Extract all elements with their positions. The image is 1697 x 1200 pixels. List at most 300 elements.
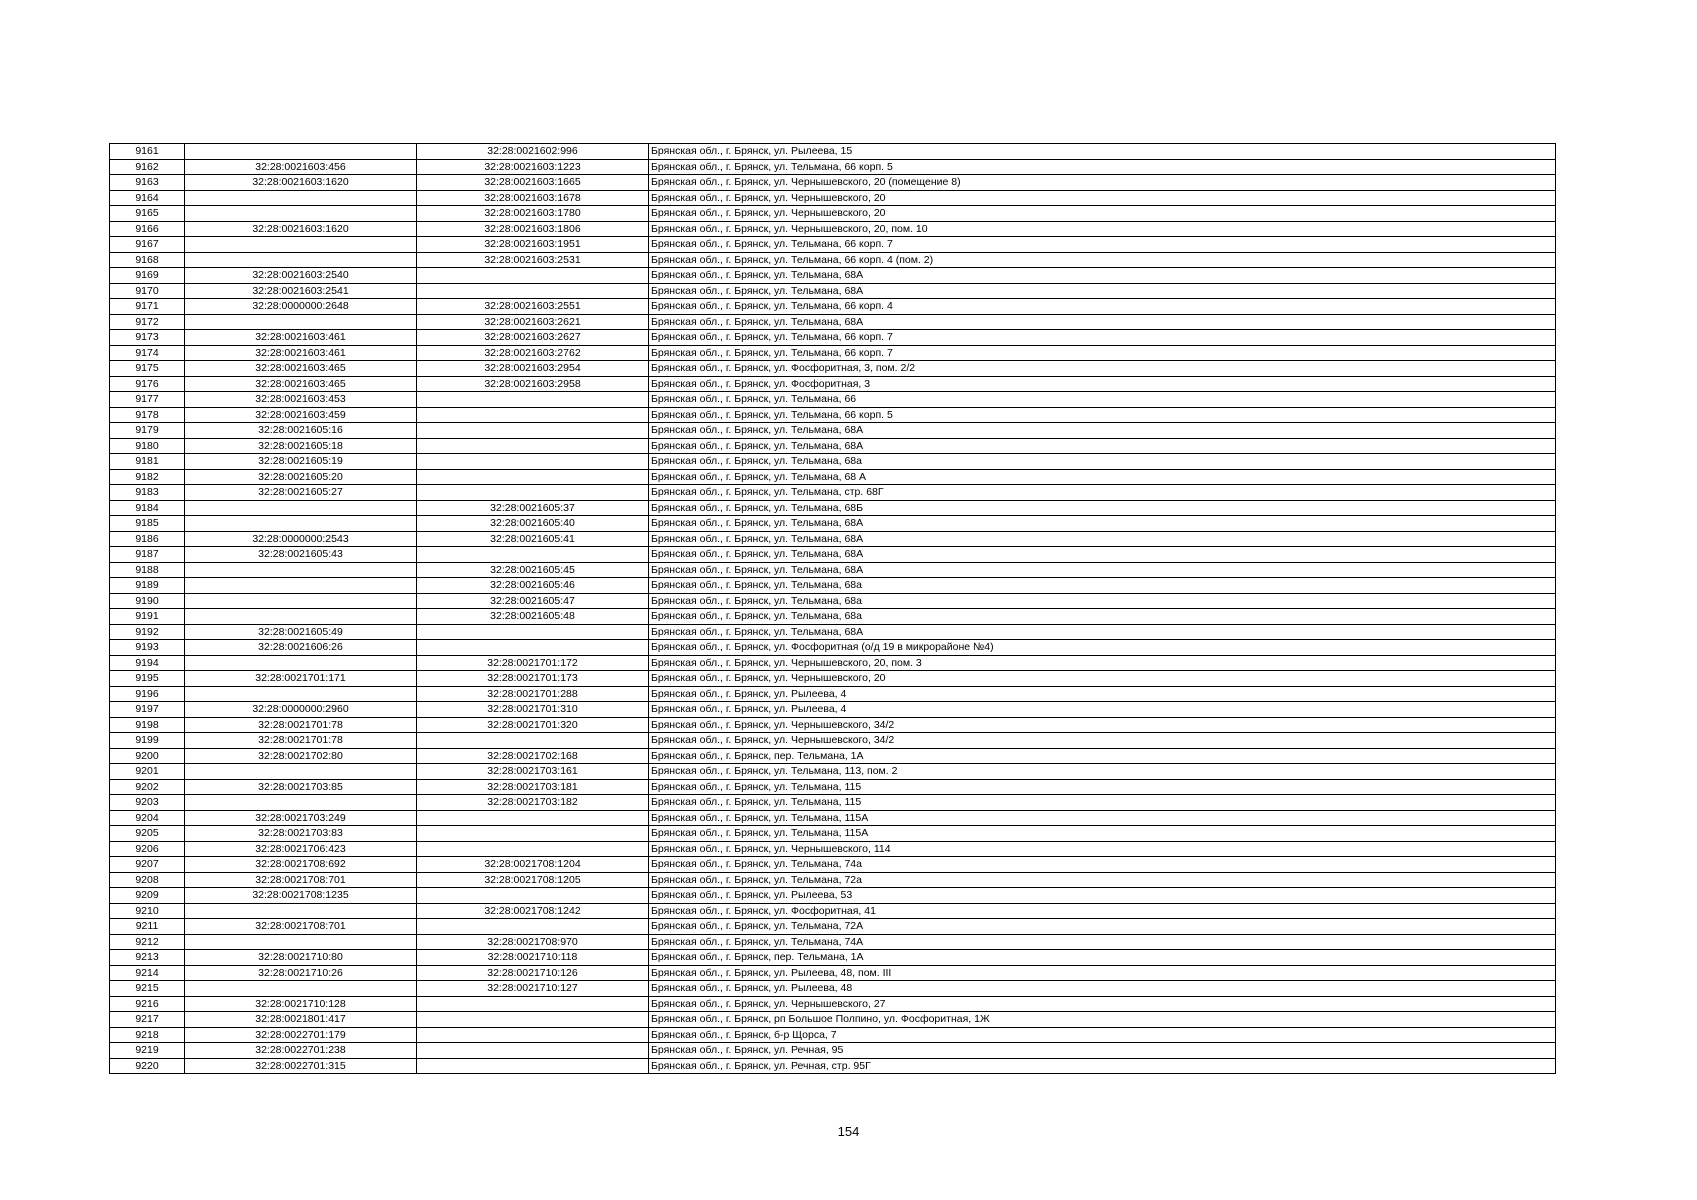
cadastral-number-cell: 32:28:0021801:417 xyxy=(185,1012,417,1028)
row-number-cell: 9181 xyxy=(110,454,185,470)
row-number-cell: 9195 xyxy=(110,671,185,687)
table-row xyxy=(110,748,1556,764)
object-cadastral-number-cell xyxy=(417,1058,649,1074)
registry-table xyxy=(109,143,1556,1074)
table-row xyxy=(110,438,1556,454)
address-cell: Брянская обл., г. Брянск, ул. Чернышевского, 20, пом. 10 xyxy=(649,221,1556,237)
address-cell: Брянская обл., г. Брянск, ул. Чернышевского, 114 xyxy=(649,841,1556,857)
table-row xyxy=(110,485,1556,501)
object-cadastral-number-cell: 32:28:0021710:127 xyxy=(417,981,649,997)
cadastral-number-cell: 32:28:0021603:461 xyxy=(185,330,417,346)
row-number-cell: 9163 xyxy=(110,175,185,191)
row-number-cell: 9175 xyxy=(110,361,185,377)
cadastral-number-cell: 32:28:0021603:2540 xyxy=(185,268,417,284)
address-cell: Брянская обл., г. Брянск, ул. Тельмана, 68А xyxy=(649,624,1556,640)
address-cell: Брянская обл., г. Брянск, ул. Тельмана, 68а xyxy=(649,593,1556,609)
object-cadastral-number-cell xyxy=(417,469,649,485)
cadastral-number-cell: 32:28:0021708:1235 xyxy=(185,888,417,904)
cadastral-number-cell: 32:28:0021701:78 xyxy=(185,717,417,733)
table-row xyxy=(110,221,1556,237)
cadastral-number-cell: 32:28:0021703:85 xyxy=(185,779,417,795)
address-cell: Брянская обл., г. Брянск, ул. Тельмана, стр. 68Г xyxy=(649,485,1556,501)
table-row xyxy=(110,206,1556,222)
address-cell: Брянская обл., г. Брянск, б-р Щорса, 7 xyxy=(649,1027,1556,1043)
row-number-cell: 9178 xyxy=(110,407,185,423)
table-row xyxy=(110,469,1556,485)
table-row xyxy=(110,159,1556,175)
table-row xyxy=(110,671,1556,687)
address-cell: Брянская обл., г. Брянск, ул. Тельмана, 68 А xyxy=(649,469,1556,485)
address-cell: Брянская обл., г. Брянск, ул. Тельмана, 68Б xyxy=(649,500,1556,516)
address-cell: Брянская обл., г. Брянск, ул. Рылеева, 48, пом. III xyxy=(649,965,1556,981)
cadastral-number-cell: 32:28:0021603:459 xyxy=(185,407,417,423)
object-cadastral-number-cell: 32:28:0021702:168 xyxy=(417,748,649,764)
object-cadastral-number-cell: 32:28:0021603:2531 xyxy=(417,252,649,268)
cadastral-number-cell: 32:28:0022701:179 xyxy=(185,1027,417,1043)
object-cadastral-number-cell: 32:28:0021603:1806 xyxy=(417,221,649,237)
object-cadastral-number-cell: 32:28:0021708:1205 xyxy=(417,872,649,888)
row-number-cell: 9185 xyxy=(110,516,185,532)
cadastral-number-cell xyxy=(185,314,417,330)
object-cadastral-number-cell: 32:28:0021708:1242 xyxy=(417,903,649,919)
object-cadastral-number-cell xyxy=(417,438,649,454)
row-number-cell: 9202 xyxy=(110,779,185,795)
address-cell: Брянская обл., г. Брянск, ул. Чернышевского, 20, пом. 3 xyxy=(649,655,1556,671)
row-number-cell: 9214 xyxy=(110,965,185,981)
address-cell: Брянская обл., г. Брянск, ул. Тельмана, 68А xyxy=(649,531,1556,547)
row-number-cell: 9216 xyxy=(110,996,185,1012)
table-row xyxy=(110,624,1556,640)
object-cadastral-number-cell: 32:28:0021710:126 xyxy=(417,965,649,981)
cadastral-number-cell: 32:28:0021708:701 xyxy=(185,872,417,888)
row-number-cell: 9176 xyxy=(110,376,185,392)
cadastral-number-cell xyxy=(185,609,417,625)
address-cell: Брянская обл., г. Брянск, ул. Тельмана, 72а xyxy=(649,872,1556,888)
table-row xyxy=(110,376,1556,392)
row-number-cell: 9184 xyxy=(110,500,185,516)
table-row xyxy=(110,423,1556,439)
cadastral-number-cell: 32:28:0021605:20 xyxy=(185,469,417,485)
object-cadastral-number-cell xyxy=(417,547,649,563)
address-cell: Брянская обл., г. Брянск, ул. Речная, 95 xyxy=(649,1043,1556,1059)
address-cell: Брянская обл., г. Брянск, ул. Тельмана, 74а xyxy=(649,857,1556,873)
cadastral-number-cell xyxy=(185,516,417,532)
table-row xyxy=(110,919,1556,935)
address-cell: Брянская обл., г. Брянск, ул. Тельмана, 66 корп. 5 xyxy=(649,159,1556,175)
cadastral-number-cell xyxy=(185,686,417,702)
object-cadastral-number-cell: 32:28:0021605:48 xyxy=(417,609,649,625)
table-row xyxy=(110,764,1556,780)
cadastral-number-cell: 32:28:0021603:456 xyxy=(185,159,417,175)
object-cadastral-number-cell xyxy=(417,1027,649,1043)
table-row xyxy=(110,640,1556,656)
table-row xyxy=(110,407,1556,423)
table-row xyxy=(110,702,1556,718)
table-row xyxy=(110,361,1556,377)
address-cell: Брянская обл., г. Брянск, ул. Тельмана, 68а xyxy=(649,578,1556,594)
table-row xyxy=(110,268,1556,284)
row-number-cell: 9168 xyxy=(110,252,185,268)
object-cadastral-number-cell xyxy=(417,640,649,656)
address-cell: Брянская обл., г. Брянск, ул. Тельмана, 74А xyxy=(649,934,1556,950)
object-cadastral-number-cell xyxy=(417,919,649,935)
cadastral-number-cell: 32:28:0021603:465 xyxy=(185,376,417,392)
table-row xyxy=(110,857,1556,873)
cadastral-number-cell: 32:28:0021710:80 xyxy=(185,950,417,966)
cadastral-number-cell: 32:28:0021605:27 xyxy=(185,485,417,501)
table-row xyxy=(110,190,1556,206)
table-row xyxy=(110,779,1556,795)
address-cell: Брянская обл., г. Брянск, ул. Тельмана, 68А xyxy=(649,562,1556,578)
table-row xyxy=(110,934,1556,950)
address-cell: Брянская обл., г. Брянск, ул. Тельмана, 68А xyxy=(649,314,1556,330)
object-cadastral-number-cell: 32:28:0021603:1223 xyxy=(417,159,649,175)
object-cadastral-number-cell xyxy=(417,624,649,640)
object-cadastral-number-cell: 32:28:0021605:40 xyxy=(417,516,649,532)
row-number-cell: 9217 xyxy=(110,1012,185,1028)
object-cadastral-number-cell: 32:28:0021603:1665 xyxy=(417,175,649,191)
object-cadastral-number-cell: 32:28:0021602:996 xyxy=(417,144,649,160)
row-number-cell: 9180 xyxy=(110,438,185,454)
cadastral-number-cell: 32:28:0021710:26 xyxy=(185,965,417,981)
row-number-cell: 9198 xyxy=(110,717,185,733)
table-row xyxy=(110,547,1556,563)
table-row xyxy=(110,1027,1556,1043)
table-row xyxy=(110,516,1556,532)
table-row xyxy=(110,1058,1556,1074)
address-cell: Брянская обл., г. Брянск, ул. Тельмана, 115А xyxy=(649,826,1556,842)
address-cell: Брянская обл., г. Брянск, ул. Тельмана, 66 xyxy=(649,392,1556,408)
table-row xyxy=(110,578,1556,594)
row-number-cell: 9179 xyxy=(110,423,185,439)
table-row xyxy=(110,252,1556,268)
row-number-cell: 9197 xyxy=(110,702,185,718)
row-number-cell: 9170 xyxy=(110,283,185,299)
object-cadastral-number-cell xyxy=(417,810,649,826)
row-number-cell: 9171 xyxy=(110,299,185,315)
address-cell: Брянская обл., г. Брянск, ул. Тельмана, 72А xyxy=(649,919,1556,935)
cadastral-number-cell xyxy=(185,593,417,609)
row-number-cell: 9182 xyxy=(110,469,185,485)
table-row xyxy=(110,981,1556,997)
row-number-cell: 9189 xyxy=(110,578,185,594)
cadastral-number-cell: 32:28:0021702:80 xyxy=(185,748,417,764)
row-number-cell: 9215 xyxy=(110,981,185,997)
row-number-cell: 9208 xyxy=(110,872,185,888)
row-number-cell: 9186 xyxy=(110,531,185,547)
address-cell: Брянская обл., г. Брянск, рп Большое Полпино, ул. Фосфоритная, 1Ж xyxy=(649,1012,1556,1028)
cadastral-number-cell xyxy=(185,190,417,206)
cadastral-number-cell xyxy=(185,144,417,160)
row-number-cell: 9199 xyxy=(110,733,185,749)
row-number-cell: 9201 xyxy=(110,764,185,780)
object-cadastral-number-cell: 32:28:0021703:181 xyxy=(417,779,649,795)
table-row xyxy=(110,810,1556,826)
address-cell: Брянская обл., г. Брянск, ул. Тельмана, 115 xyxy=(649,779,1556,795)
address-cell: Брянская обл., г. Брянск, ул. Тельмана, 68А xyxy=(649,438,1556,454)
row-number-cell: 9174 xyxy=(110,345,185,361)
object-cadastral-number-cell: 32:28:0021603:2627 xyxy=(417,330,649,346)
cadastral-number-cell xyxy=(185,764,417,780)
row-number-cell: 9166 xyxy=(110,221,185,237)
cadastral-number-cell: 32:28:0022701:315 xyxy=(185,1058,417,1074)
cadastral-number-cell: 32:28:0000000:2648 xyxy=(185,299,417,315)
row-number-cell: 9162 xyxy=(110,159,185,175)
object-cadastral-number-cell: 32:28:0021701:310 xyxy=(417,702,649,718)
cadastral-number-cell: 32:28:0000000:2543 xyxy=(185,531,417,547)
address-cell: Брянская обл., г. Брянск, ул. Рылеева, 4 xyxy=(649,702,1556,718)
address-cell: Брянская обл., г. Брянск, ул. Чернышевского, 27 xyxy=(649,996,1556,1012)
row-number-cell: 9169 xyxy=(110,268,185,284)
address-cell: Брянская обл., г. Брянск, ул. Фосфоритная, 3 xyxy=(649,376,1556,392)
object-cadastral-number-cell: 32:28:0021603:2551 xyxy=(417,299,649,315)
object-cadastral-number-cell: 32:28:0021605:46 xyxy=(417,578,649,594)
row-number-cell: 9191 xyxy=(110,609,185,625)
cadastral-number-cell: 32:28:0021706:423 xyxy=(185,841,417,857)
object-cadastral-number-cell xyxy=(417,454,649,470)
table-row xyxy=(110,283,1556,299)
row-number-cell: 9196 xyxy=(110,686,185,702)
table-row xyxy=(110,888,1556,904)
cadastral-number-cell: 32:28:0021606:26 xyxy=(185,640,417,656)
object-cadastral-number-cell xyxy=(417,841,649,857)
table-row xyxy=(110,144,1556,160)
table-row xyxy=(110,733,1556,749)
address-cell: Брянская обл., г. Брянск, ул. Тельмана, 66 корп. 4 (пом. 2) xyxy=(649,252,1556,268)
object-cadastral-number-cell: 32:28:0021701:173 xyxy=(417,671,649,687)
row-number-cell: 9183 xyxy=(110,485,185,501)
object-cadastral-number-cell xyxy=(417,996,649,1012)
table-row xyxy=(110,299,1556,315)
row-number-cell: 9177 xyxy=(110,392,185,408)
cadastral-number-cell: 32:28:0021603:2541 xyxy=(185,283,417,299)
object-cadastral-number-cell: 32:28:0021603:2954 xyxy=(417,361,649,377)
row-number-cell: 9203 xyxy=(110,795,185,811)
cadastral-number-cell: 32:28:0022701:238 xyxy=(185,1043,417,1059)
address-cell: Брянская обл., г. Брянск, ул. Чернышевского, 20 xyxy=(649,190,1556,206)
table-row xyxy=(110,175,1556,191)
object-cadastral-number-cell xyxy=(417,1012,649,1028)
table-row xyxy=(110,872,1556,888)
cadastral-number-cell xyxy=(185,795,417,811)
object-cadastral-number-cell: 32:28:0021701:288 xyxy=(417,686,649,702)
address-cell: Брянская обл., г. Брянск, ул. Тельмана, 66 корп. 7 xyxy=(649,345,1556,361)
address-cell: Брянская обл., г. Брянск, ул. Чернышевского, 34/2 xyxy=(649,733,1556,749)
table-row xyxy=(110,841,1556,857)
object-cadastral-number-cell xyxy=(417,407,649,423)
cadastral-number-cell xyxy=(185,934,417,950)
table-row xyxy=(110,826,1556,842)
object-cadastral-number-cell: 32:28:0021603:1678 xyxy=(417,190,649,206)
cadastral-number-cell: 32:28:0021605:19 xyxy=(185,454,417,470)
row-number-cell: 9209 xyxy=(110,888,185,904)
row-number-cell: 9194 xyxy=(110,655,185,671)
table-row xyxy=(110,717,1556,733)
cadastral-number-cell xyxy=(185,903,417,919)
cadastral-number-cell: 32:28:0021603:1620 xyxy=(185,175,417,191)
cadastral-number-cell xyxy=(185,562,417,578)
table-row xyxy=(110,965,1556,981)
cadastral-number-cell: 32:28:0021603:1620 xyxy=(185,221,417,237)
object-cadastral-number-cell xyxy=(417,392,649,408)
address-cell: Брянская обл., г. Брянск, ул. Тельмана, 66 корп. 7 xyxy=(649,237,1556,253)
cadastral-number-cell: 32:28:0021603:461 xyxy=(185,345,417,361)
address-cell: Брянская обл., г. Брянск, ул. Рылеева, 4 xyxy=(649,686,1556,702)
cadastral-number-cell xyxy=(185,655,417,671)
cadastral-number-cell xyxy=(185,206,417,222)
object-cadastral-number-cell: 32:28:0021703:161 xyxy=(417,764,649,780)
row-number-cell: 9211 xyxy=(110,919,185,935)
address-cell: Брянская обл., г. Брянск, ул. Тельмана, 66 корп. 7 xyxy=(649,330,1556,346)
address-cell: Брянская обл., г. Брянск, ул. Речная, стр. 95Г xyxy=(649,1058,1556,1074)
table-row xyxy=(110,345,1556,361)
address-cell: Брянская обл., г. Брянск, ул. Фосфоритная, 3, пом. 2/2 xyxy=(649,361,1556,377)
table-row xyxy=(110,314,1556,330)
row-number-cell: 9206 xyxy=(110,841,185,857)
object-cadastral-number-cell: 32:28:0021605:37 xyxy=(417,500,649,516)
table-row xyxy=(110,237,1556,253)
address-cell: Брянская обл., г. Брянск, ул. Чернышевского, 34/2 xyxy=(649,717,1556,733)
cadastral-number-cell xyxy=(185,981,417,997)
cadastral-number-cell: 32:28:0021703:83 xyxy=(185,826,417,842)
address-cell: Брянская обл., г. Брянск, ул. Фосфоритная (о/д 19 в микрорайоне №4) xyxy=(649,640,1556,656)
table-row xyxy=(110,392,1556,408)
object-cadastral-number-cell: 32:28:0021701:320 xyxy=(417,717,649,733)
table-row xyxy=(110,500,1556,516)
row-number-cell: 9190 xyxy=(110,593,185,609)
object-cadastral-number-cell xyxy=(417,888,649,904)
row-number-cell: 9192 xyxy=(110,624,185,640)
table-row xyxy=(110,1012,1556,1028)
address-cell: Брянская обл., г. Брянск, ул. Рылеева, 48 xyxy=(649,981,1556,997)
table-row xyxy=(110,903,1556,919)
object-cadastral-number-cell: 32:28:0021603:2762 xyxy=(417,345,649,361)
address-cell: Брянская обл., г. Брянск, ул. Тельмана, 66 корп. 4 xyxy=(649,299,1556,315)
object-cadastral-number-cell xyxy=(417,733,649,749)
table-row xyxy=(110,531,1556,547)
registry-table-body xyxy=(110,144,1556,1074)
cadastral-number-cell: 32:28:0021605:49 xyxy=(185,624,417,640)
object-cadastral-number-cell xyxy=(417,423,649,439)
address-cell: Брянская обл., г. Брянск, ул. Тельмана, 115 xyxy=(649,795,1556,811)
table-row xyxy=(110,562,1556,578)
table-row xyxy=(110,795,1556,811)
table-row xyxy=(110,454,1556,470)
cadastral-number-cell: 32:28:0021710:128 xyxy=(185,996,417,1012)
row-number-cell: 9167 xyxy=(110,237,185,253)
row-number-cell: 9219 xyxy=(110,1043,185,1059)
address-cell: Брянская обл., г. Брянск, ул. Тельмана, 115А xyxy=(649,810,1556,826)
object-cadastral-number-cell: 32:28:0021710:118 xyxy=(417,950,649,966)
cadastral-number-cell xyxy=(185,578,417,594)
object-cadastral-number-cell xyxy=(417,268,649,284)
cadastral-number-cell xyxy=(185,237,417,253)
row-number-cell: 9210 xyxy=(110,903,185,919)
cadastral-number-cell: 32:28:0021605:43 xyxy=(185,547,417,563)
cadastral-number-cell: 32:28:0021703:249 xyxy=(185,810,417,826)
table-row xyxy=(110,1043,1556,1059)
page-number: 154 xyxy=(837,1124,860,1139)
address-cell: Брянская обл., г. Брянск, ул. Тельмана, 68А xyxy=(649,268,1556,284)
cadastral-number-cell: 32:28:0021603:453 xyxy=(185,392,417,408)
object-cadastral-number-cell: 32:28:0021703:182 xyxy=(417,795,649,811)
cadastral-number-cell: 32:28:0021708:692 xyxy=(185,857,417,873)
row-number-cell: 9173 xyxy=(110,330,185,346)
address-cell: Брянская обл., г. Брянск, ул. Тельмана, 68а xyxy=(649,454,1556,470)
table-row xyxy=(110,593,1556,609)
address-cell: Брянская обл., г. Брянск, ул. Тельмана, 68а xyxy=(649,609,1556,625)
table-row xyxy=(110,609,1556,625)
address-cell: Брянская обл., г. Брянск, пер. Тельмана, 1А xyxy=(649,748,1556,764)
row-number-cell: 9193 xyxy=(110,640,185,656)
row-number-cell: 9165 xyxy=(110,206,185,222)
address-cell: Брянская обл., г. Брянск, ул. Тельмана, 113, пом. 2 xyxy=(649,764,1556,780)
object-cadastral-number-cell: 32:28:0021605:45 xyxy=(417,562,649,578)
address-cell: Брянская обл., г. Брянск, ул. Тельмана, 68А xyxy=(649,283,1556,299)
cadastral-number-cell: 32:28:0021701:78 xyxy=(185,733,417,749)
object-cadastral-number-cell xyxy=(417,485,649,501)
table-row xyxy=(110,686,1556,702)
cadastral-number-cell xyxy=(185,500,417,516)
row-number-cell: 9212 xyxy=(110,934,185,950)
row-number-cell: 9207 xyxy=(110,857,185,873)
row-number-cell: 9188 xyxy=(110,562,185,578)
address-cell: Брянская обл., г. Брянск, ул. Чернышевского, 20 (помещение 8) xyxy=(649,175,1556,191)
address-cell: Брянская обл., г. Брянск, ул. Тельмана, 66 корп. 5 xyxy=(649,407,1556,423)
row-number-cell: 9161 xyxy=(110,144,185,160)
object-cadastral-number-cell: 32:28:0021605:41 xyxy=(417,531,649,547)
address-cell: Брянская обл., г. Брянск, ул. Тельмана, 68А xyxy=(649,547,1556,563)
address-cell: Брянская обл., г. Брянск, ул. Тельмана, 68А xyxy=(649,423,1556,439)
table-row xyxy=(110,950,1556,966)
object-cadastral-number-cell: 32:28:0021708:1204 xyxy=(417,857,649,873)
row-number-cell: 9200 xyxy=(110,748,185,764)
object-cadastral-number-cell: 32:28:0021603:1780 xyxy=(417,206,649,222)
object-cadastral-number-cell: 32:28:0021701:172 xyxy=(417,655,649,671)
address-cell: Брянская обл., г. Брянск, ул. Рылеева, 53 xyxy=(649,888,1556,904)
cadastral-number-cell xyxy=(185,252,417,268)
object-cadastral-number-cell xyxy=(417,283,649,299)
row-number-cell: 9187 xyxy=(110,547,185,563)
address-cell: Брянская обл., г. Брянск, пер. Тельмана, 1А xyxy=(649,950,1556,966)
table-row xyxy=(110,655,1556,671)
address-cell: Брянская обл., г. Брянск, ул. Чернышевского, 20 xyxy=(649,671,1556,687)
object-cadastral-number-cell: 32:28:0021603:1951 xyxy=(417,237,649,253)
address-cell: Брянская обл., г. Брянск, ул. Тельмана, 68А xyxy=(649,516,1556,532)
object-cadastral-number-cell: 32:28:0021603:2958 xyxy=(417,376,649,392)
cadastral-number-cell: 32:28:0021701:171 xyxy=(185,671,417,687)
object-cadastral-number-cell xyxy=(417,1043,649,1059)
row-number-cell: 9164 xyxy=(110,190,185,206)
address-cell: Брянская обл., г. Брянск, ул. Рылеева, 15 xyxy=(649,144,1556,160)
cadastral-number-cell: 32:28:0021605:16 xyxy=(185,423,417,439)
row-number-cell: 9204 xyxy=(110,810,185,826)
cadastral-number-cell: 32:28:0021708:701 xyxy=(185,919,417,935)
row-number-cell: 9205 xyxy=(110,826,185,842)
cadastral-number-cell: 32:28:0000000:2960 xyxy=(185,702,417,718)
cadastral-number-cell: 32:28:0021603:465 xyxy=(185,361,417,377)
table-row xyxy=(110,996,1556,1012)
object-cadastral-number-cell xyxy=(417,826,649,842)
row-number-cell: 9220 xyxy=(110,1058,185,1074)
object-cadastral-number-cell: 32:28:0021605:47 xyxy=(417,593,649,609)
row-number-cell: 9218 xyxy=(110,1027,185,1043)
object-cadastral-number-cell: 32:28:0021708:970 xyxy=(417,934,649,950)
address-cell: Брянская обл., г. Брянск, ул. Фосфоритная, 41 xyxy=(649,903,1556,919)
object-cadastral-number-cell: 32:28:0021603:2621 xyxy=(417,314,649,330)
row-number-cell: 9172 xyxy=(110,314,185,330)
row-number-cell: 9213 xyxy=(110,950,185,966)
